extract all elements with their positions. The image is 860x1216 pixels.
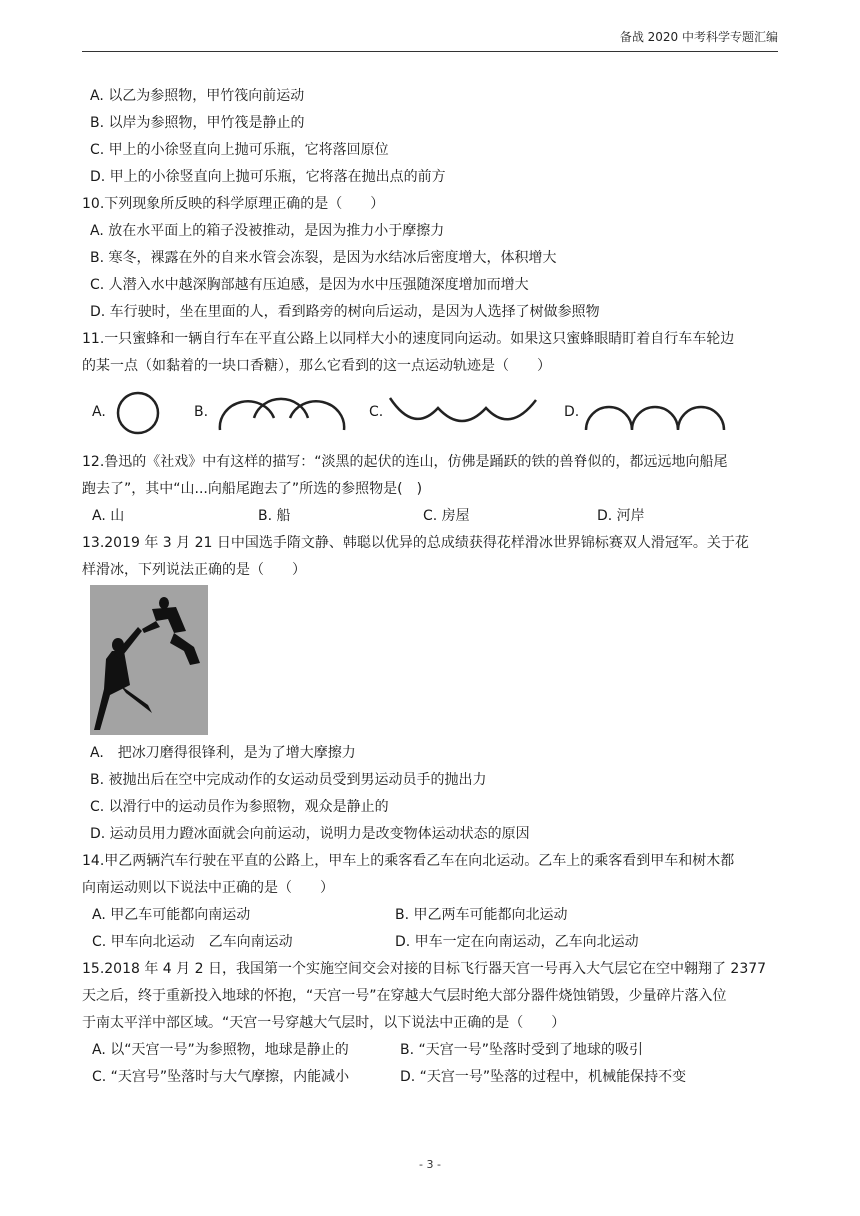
q12-option-a: A. 山 (92, 508, 125, 524)
q12-stem-line2: 跑去了”，其中“山...向船尾跑去了”所选的参照物是( ) (82, 481, 423, 497)
q15-option-a: A. 以“天宫一号”为参照物，地球是静止的 (92, 1042, 349, 1058)
q14-stem-line1: 14.甲乙两辆汽车行驶在平直的公路上，甲车上的乘客看乙车在向北运动。乙车上的乘客看到甲车和树木都 (82, 853, 735, 869)
q13-option-d: D. 运动员用力蹬冰面就会向前运动，说明力是改变物体运动状态的原因 (90, 826, 530, 842)
q11-label-d: D. (564, 404, 580, 420)
q15-stem-line2: 天之后，终于重新投入地球的怀抱，“天宫一号”在穿越大气层时绝大部分器件烧蚀销毁，少量碎片落入位 (82, 988, 727, 1004)
q13-stem-line1: 13.2019 年 3 月 21 日中国选手隋文静、韩聪以优异的总成绩获得花样滑冰世界锦标赛双人滑冠军。关于花 (82, 535, 749, 551)
circle-trajectory-icon (112, 390, 164, 436)
q14-option-b: B. 甲乙两车可能都向北运动 (395, 907, 568, 923)
q9-option-d: D. 甲上的小徐竖直向上抛可乐瓶，它将落在抛出点的前方 (90, 169, 446, 185)
q11-label-b: B. (194, 404, 209, 420)
page-number: - 3 - (419, 1158, 441, 1171)
q13-option-b: B. 被抛出后在空中完成动作的女运动员受到男运动员手的抛出力 (90, 772, 487, 788)
q9-option-c: C. 甲上的小徐竖直向上抛可乐瓶，它将落回原位 (90, 142, 389, 158)
upward-arcs-trajectory-icon (582, 392, 732, 436)
q15-option-b: B. “天宫一号”坠落时受到了地球的吸引 (400, 1042, 644, 1058)
downward-arcs-trajectory-icon (386, 390, 546, 436)
q15-option-d: D. “天宫一号”坠落的过程中，机械能保持不变 (400, 1069, 687, 1085)
q10-option-a: A. 放在水平面上的箱子没被推动，是因为推力小于摩擦力 (90, 223, 445, 239)
page-header (82, 28, 778, 52)
q11-label-a: A. (92, 404, 106, 420)
q15-option-c: C. “天宫号”坠落时与大气摩擦，内能减小 (92, 1069, 350, 1085)
q9-option-b: B. 以岸为参照物，甲竹筏是静止的 (90, 115, 305, 131)
q11-stem-line2: 的某一点（如黏着的一块口香糖），那么它看到的这一点运动轨迹是（ ） (82, 358, 551, 374)
q11-stem-line1: 11.一只蜜蜂和一辆自行车在平直公路上以同样大小的速度同向运动。如果这只蜜蜂眼睛盯着自行车车轮边 (82, 331, 735, 347)
q14-option-a: A. 甲乙车可能都向南运动 (92, 907, 251, 923)
q10-stem: 10.下列现象所反映的科学原理正确的是（ ） (82, 196, 385, 212)
q14-option-c: C. 甲车向北运动 乙车向南运动 (92, 934, 293, 950)
loops-trajectory-icon (212, 388, 352, 436)
q13-option-c: C. 以滑行中的运动员作为参照物，观众是静止的 (90, 799, 389, 815)
q12-option-c: C. 房屋 (423, 508, 470, 524)
q10-option-d: D. 车行驶时，坐在里面的人，看到路旁的树向后运动，是因为人选择了树做参照物 (90, 304, 600, 320)
q10-option-c: C. 人潜入水中越深胸部越有压迫感，是因为水中压强随深度增加而增大 (90, 277, 529, 293)
q10-option-b: B. 寒冬，裸露在外的自来水管会冻裂，是因为水结冰后密度增大，体积增大 (90, 250, 557, 266)
q13-option-a: A. 把冰刀磨得很锋利，是为了增大摩擦力 (90, 745, 356, 761)
q12-option-d: D. 河岸 (597, 508, 645, 524)
q15-stem-line1: 15.2018 年 4 月 2 日，我国第一个实施空间交会对接的目标飞行器天宫一号再入大气层它在空中翱翔了 2377 (82, 961, 767, 977)
q11-label-c: C. (369, 404, 384, 420)
header-title: 备战 2020 中考科学专题汇编 (619, 30, 778, 44)
q14-option-d: D. 甲车一定在向南运动，乙车向北运动 (395, 934, 639, 950)
q14-stem-line2: 向南运动则以下说法中正确的是（ ） (82, 880, 334, 896)
q9-option-a: A. 以乙为参照物，甲竹筏向前运动 (90, 88, 305, 104)
q13-stem-line2: 样滑冰，下列说法正确的是（ ） (82, 562, 306, 578)
q15-stem-line3: 于南太平洋中部区域。“天宫一号穿越大气层时，以下说法中正确的是（ ） (82, 1015, 566, 1031)
q12-option-b: B. 船 (258, 508, 291, 524)
figure-skating-photo (90, 585, 208, 735)
q12-stem-line1: 12.鲁迅的《社戏》中有这样的描写：“淡黑的起伏的连山，仿佛是踊跃的铁的兽脊似的，都远远地向船尾 (82, 454, 728, 470)
